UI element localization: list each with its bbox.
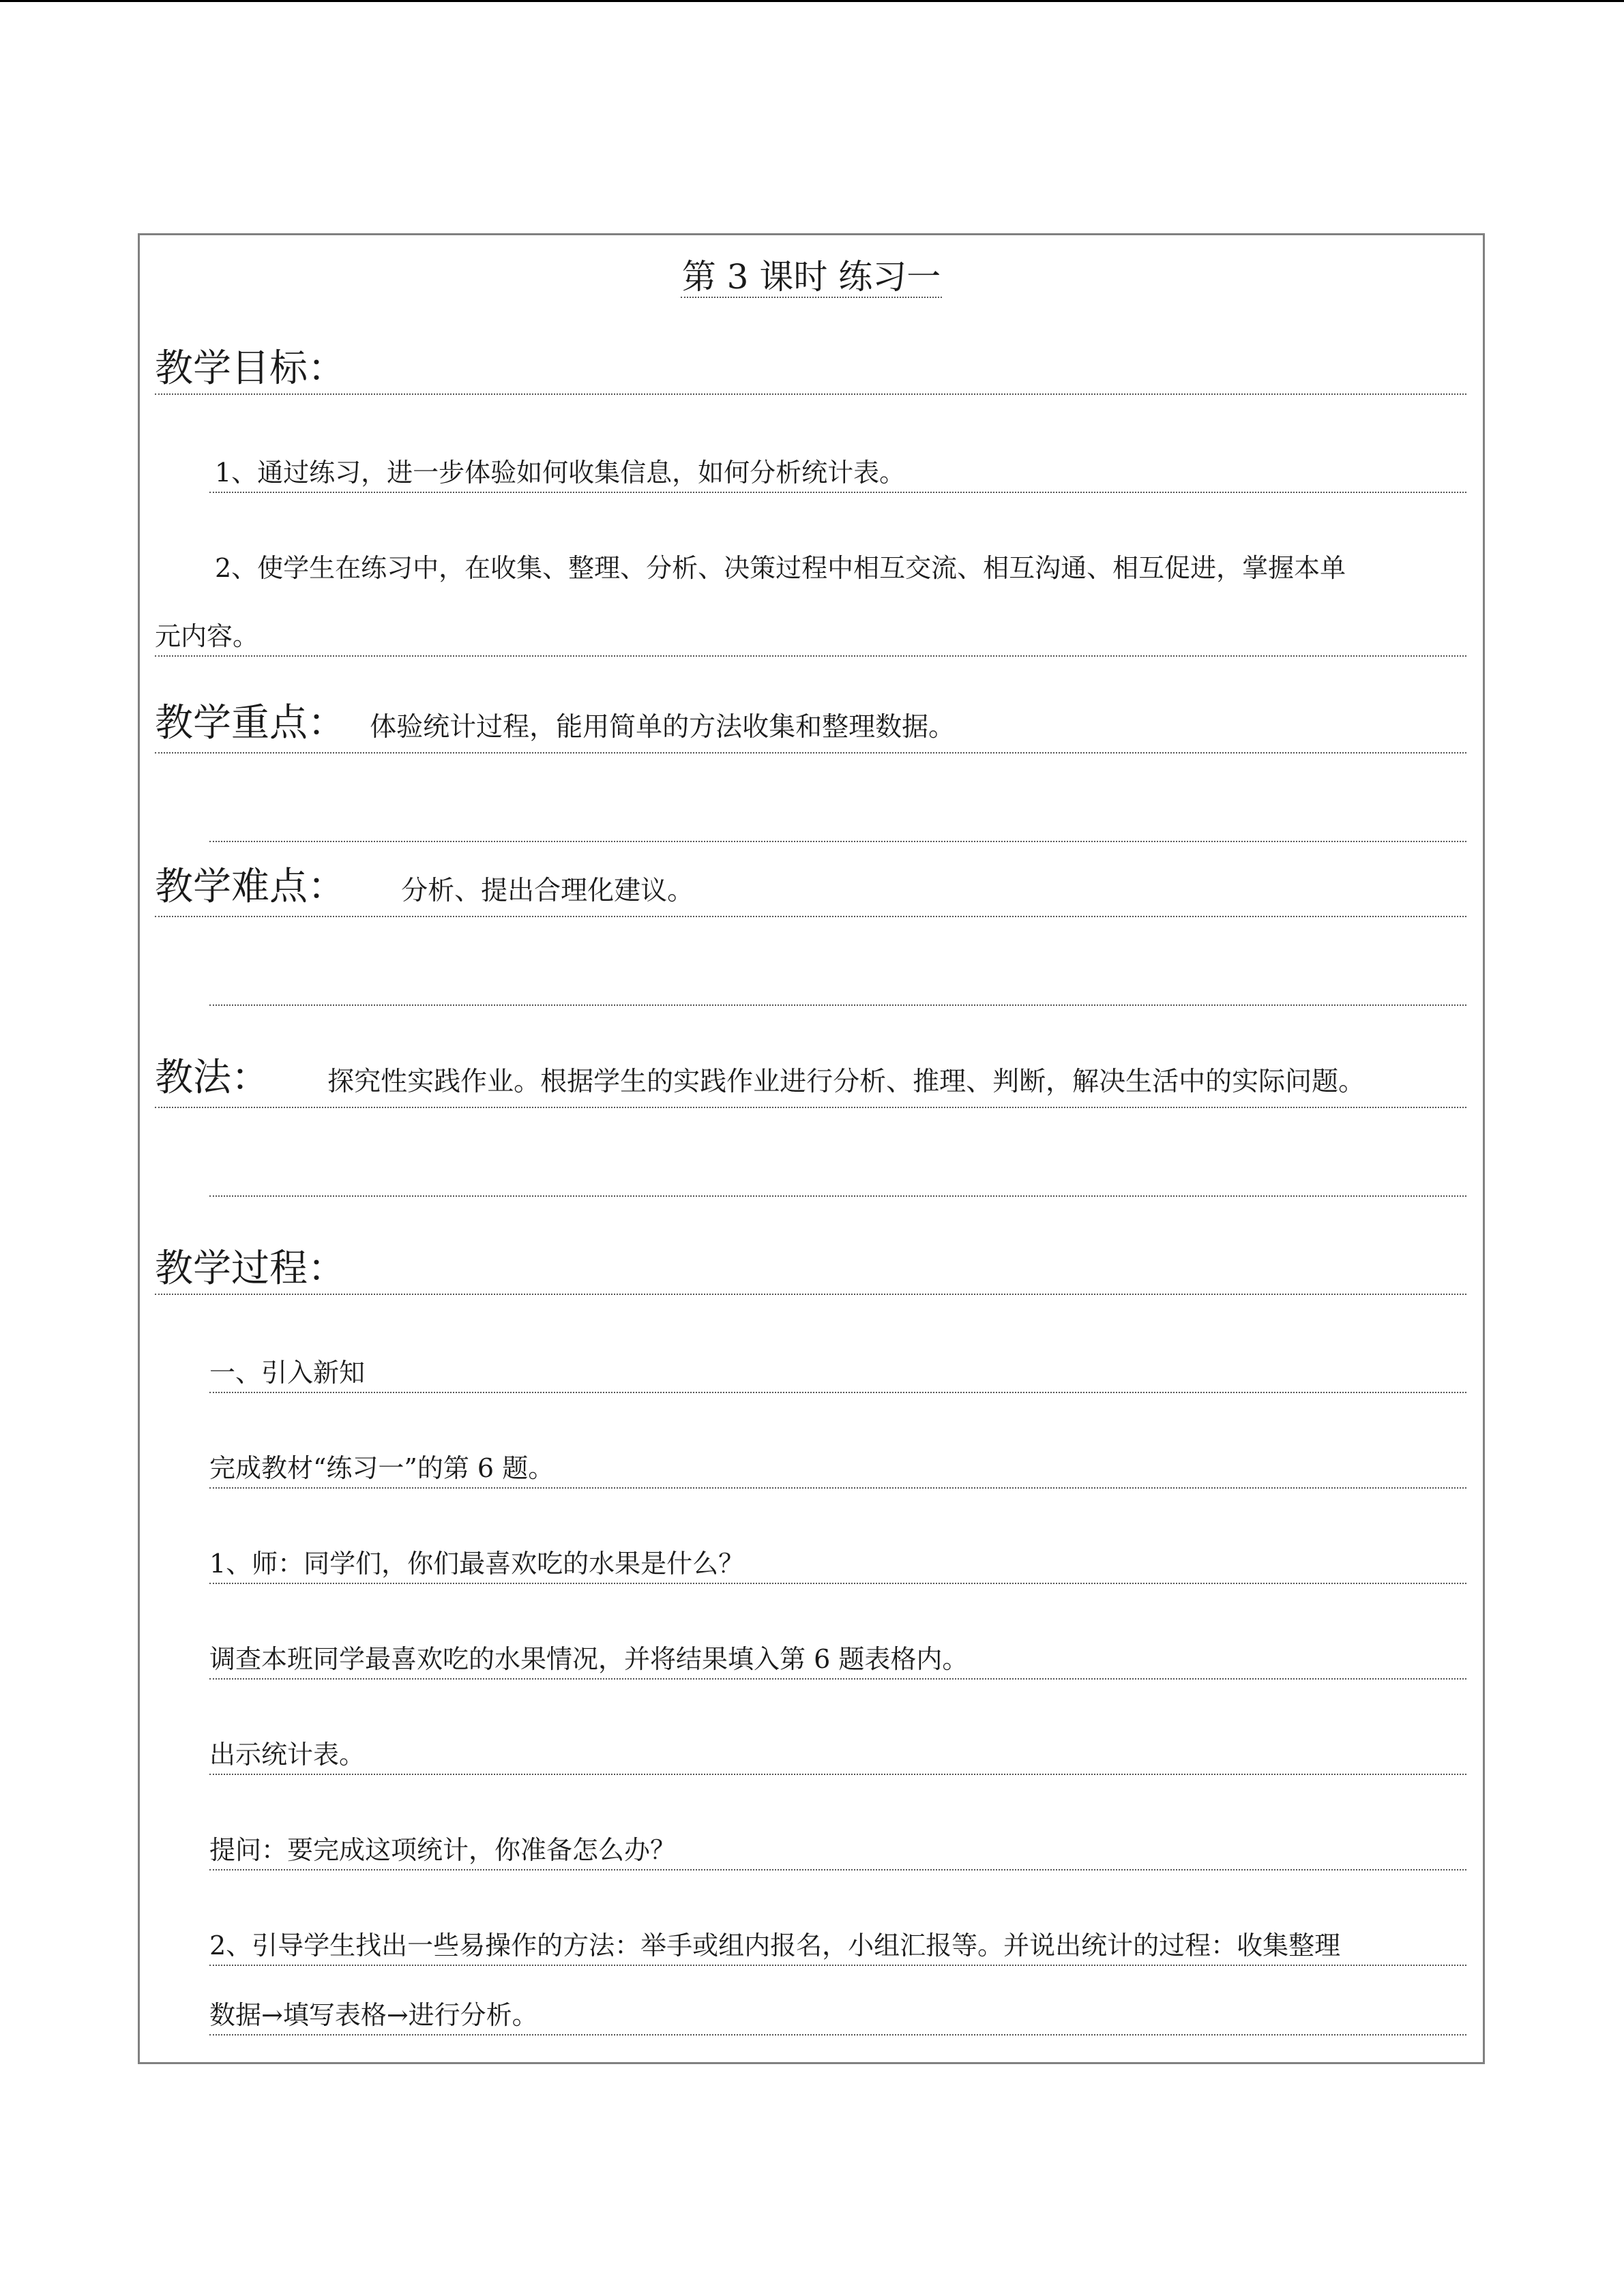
key-point-text: 体验统计过程，能用简单的方法收集和整理数据。 <box>370 712 956 743</box>
key-point-row <box>155 699 1466 754</box>
objective-item-2-line-1 <box>209 549 1466 587</box>
process-line-4-text: 调查本班同学最喜欢吃的水果情况，并将结果填入第 6 题表格内。 <box>209 1644 969 1674</box>
process-line-5-text: 出示统计表。 <box>209 1740 366 1770</box>
page-title-text: 第 3 课时 练习一 <box>681 257 941 297</box>
process-line-1 <box>209 1354 1466 1393</box>
method-text: 探究性实践作业。根据学生的实践作业进行分析、推理、判断，解决生活中的实际问题。 <box>327 1067 1365 1097</box>
page-title <box>140 253 1483 301</box>
objective-item-2-text-1: 2、使学生在练习中，在收集、整理、分析、决策过程中相互交流、相互沟通、相互促进，掌握本单 <box>215 553 1346 583</box>
objective-item-2-line-2 <box>155 617 1466 657</box>
objectives-heading-row <box>155 344 1466 395</box>
process-line-6-text: 提问：要完成这项统计，你准备怎么办？ <box>209 1835 677 1865</box>
process-line-3 <box>209 1545 1466 1584</box>
process-line-4 <box>209 1640 1466 1680</box>
method-blank-line <box>209 1195 1466 1197</box>
process-line-7 <box>209 1926 1466 1966</box>
objectives-heading: 教学目标： <box>155 346 346 391</box>
key-point-blank-line <box>209 841 1466 842</box>
process-line-7-text: 2、引导学生找出一些易操作的方法：举手或组内报名，小组汇报等。并说出统计的过程：收集整理 <box>209 1930 1341 1960</box>
objective-item-1 <box>209 453 1466 493</box>
method-row <box>155 1054 1466 1108</box>
process-line-2-text: 完成教材“练习一”的第 6 题。 <box>209 1453 555 1483</box>
lesson-plan-frame <box>138 233 1485 2064</box>
difficulty-text: 分析、提出合理化建议。 <box>401 876 694 906</box>
objective-item-1-text: 1、通过练习，进一步体验如何收集信息，如何分析统计表。 <box>215 458 906 488</box>
process-heading-row <box>155 1244 1466 1295</box>
process-line-8-text: 数据→填写表格→进行分析。 <box>209 2000 538 2030</box>
process-line-8 <box>209 1996 1466 2036</box>
difficulty-row <box>155 863 1466 917</box>
objective-item-2-text-2: 元内容。 <box>155 621 259 651</box>
process-line-3-text: 1、师：同学们，你们最喜欢吃的水果是什么？ <box>209 1549 745 1579</box>
process-line-2 <box>209 1449 1466 1489</box>
key-point-heading: 教学重点： <box>155 701 346 745</box>
process-line-5 <box>209 1735 1466 1775</box>
difficulty-blank-line <box>209 1004 1466 1006</box>
process-heading: 教学过程： <box>155 1247 346 1291</box>
process-line-1-text: 一、引入新知 <box>209 1358 366 1388</box>
difficulty-heading: 教学难点： <box>155 865 346 909</box>
top-rule <box>0 0 1624 2</box>
method-heading: 教法： <box>155 1056 269 1100</box>
process-line-6 <box>209 1831 1466 1870</box>
